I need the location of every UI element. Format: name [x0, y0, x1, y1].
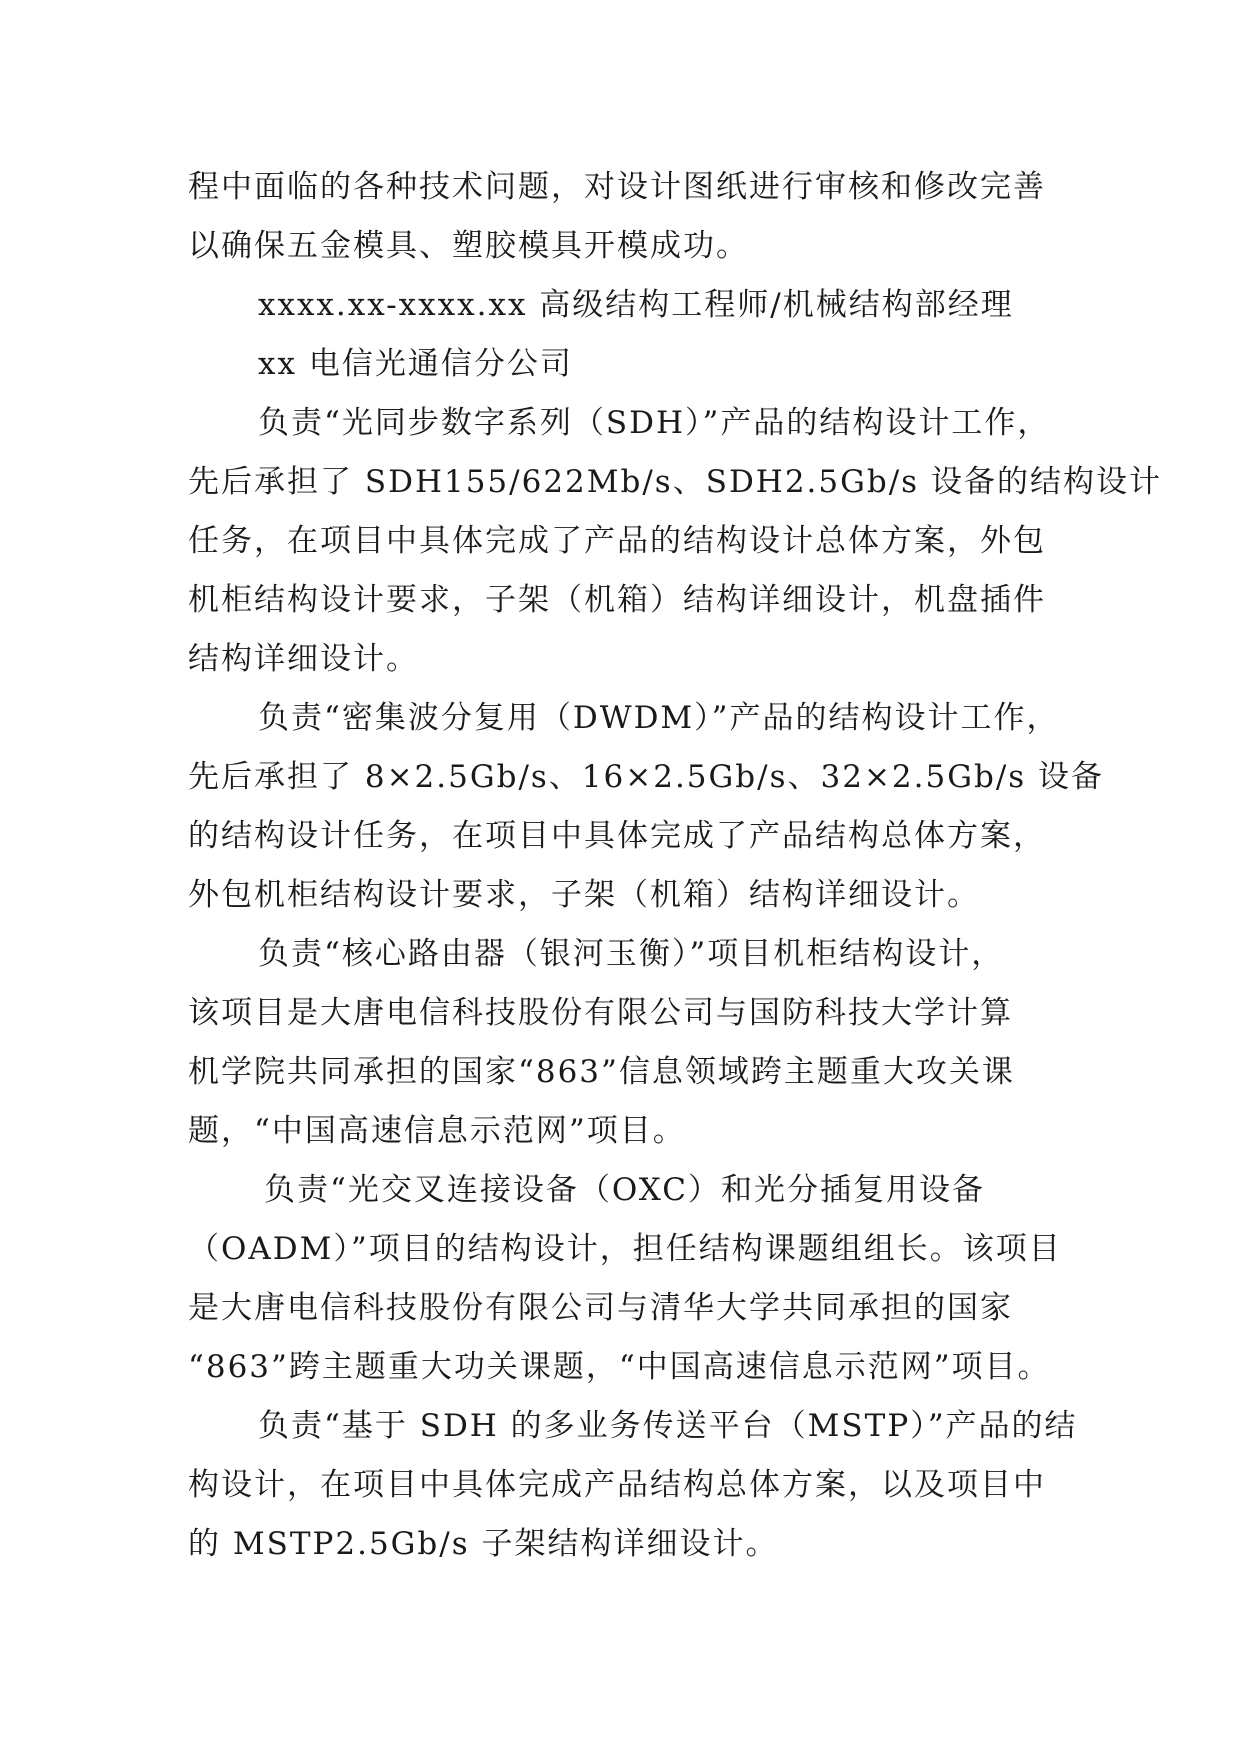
text-line: 负责“核心路由器（银河玉衡）”项目机柜结构设计，: [258, 936, 1005, 972]
text-line: 构设计，在项目中具体完成产品结构总体方案，以及项目中: [188, 1467, 1046, 1503]
text-line: （OADM）”项目的结构设计，担任结构课题组组长。该项目: [188, 1231, 1062, 1267]
text-line: 负责“光同步数字系列（SDH）”产品的结构设计工作，: [258, 405, 1051, 441]
text-line: 负责“光交叉连接设备（OXC）和光分插复用设备: [264, 1172, 985, 1208]
text-line: 程中面临的各种技术问题，对设计图纸进行审核和修改完善: [188, 169, 1046, 205]
text-line: 题，“中国高速信息示范网”项目。: [188, 1113, 686, 1149]
text-line: 机柜结构设计要求，子架（机箱）结构详细设计，机盘插件: [188, 582, 1046, 618]
job-period-title: xxxx.xx-xxxx.xx 高级结构工程师/机械结构部经理: [258, 287, 1014, 323]
text-line: 该项目是大唐电信科技股份有限公司与国防科技大学计算: [188, 995, 1013, 1031]
text-line: “863”跨主题重大功关课题，“中国高速信息示范网”项目。: [188, 1349, 1051, 1385]
text-line: 先后承担了 SDH155/622Mb/s、SDH2.5Gb/s 设备的结构设计: [188, 464, 1162, 500]
company-name: xx 电信光通信分公司: [258, 346, 573, 382]
text-line: 以确保五金模具、塑胶模具开模成功。: [188, 228, 749, 264]
text-line: 任务，在项目中具体完成了产品的结构设计总体方案，外包: [188, 523, 1046, 559]
text-line: 机学院共同承担的国家“863”信息领域跨主题重大攻关课: [188, 1054, 1015, 1090]
text-line: 负责“密集波分复用（DWDM）”产品的结构设计工作，: [258, 700, 1060, 736]
text-line: 外包机柜结构设计要求，子架（机箱）结构详细设计。: [188, 877, 980, 913]
text-line: 的结构设计任务，在项目中具体完成了产品结构总体方案，: [188, 818, 1046, 854]
text-line: 结构详细设计。: [188, 641, 419, 677]
document-body: [188, 158, 1162, 1574]
text-line: 是大唐电信科技股份有限公司与清华大学共同承担的国家: [188, 1290, 1013, 1326]
text-line: 的 MSTP2.5Gb/s 子架结构详细设计。: [188, 1526, 779, 1562]
text-line: 负责“基于 SDH 的多业务传送平台（MSTP）”产品的结: [258, 1408, 1078, 1444]
text-line: 先后承担了 8×2.5Gb/s、16×2.5Gb/s、32×2.5Gb/s 设备: [188, 759, 1105, 795]
